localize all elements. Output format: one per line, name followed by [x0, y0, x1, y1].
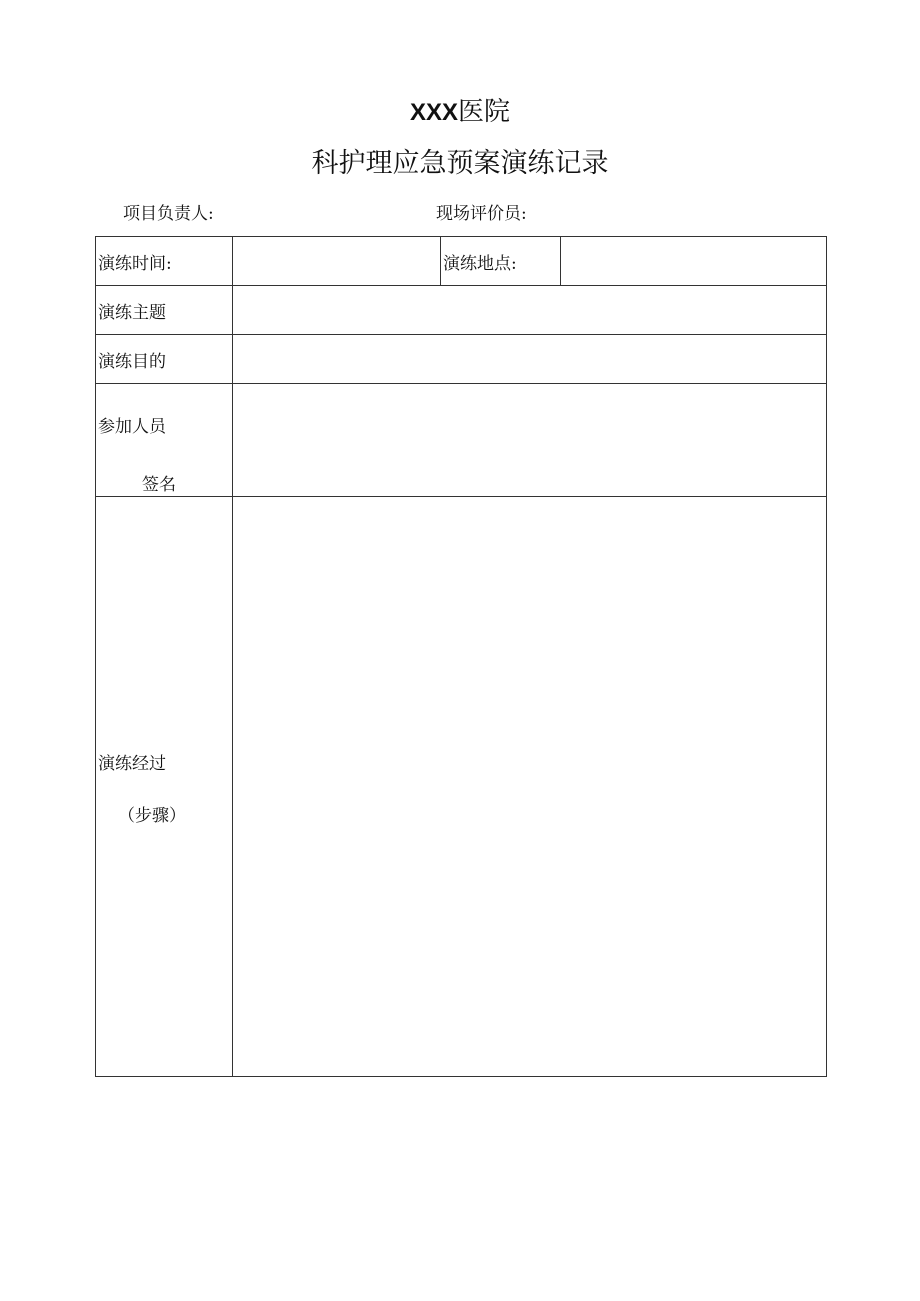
hospital-title — [0, 92, 920, 133]
drill-purpose-label: 演练目的 — [96, 335, 233, 384]
row-time-location — [96, 237, 827, 286]
evaluator-label: 现场评价员: — [436, 204, 527, 224]
drill-theme-field[interactable] — [233, 286, 827, 335]
process-label: 演练经过 — [98, 754, 166, 774]
row-purpose — [96, 335, 827, 384]
drill-theme-label: 演练主题 — [96, 286, 233, 335]
row-participants — [96, 384, 827, 497]
process-field[interactable] — [233, 497, 827, 1077]
drill-time-field[interactable] — [233, 237, 441, 286]
drill-record-table — [95, 236, 827, 1077]
project-lead-label: 项目负责人: — [123, 204, 214, 224]
hospital-suffix: 医院 — [458, 97, 511, 127]
form-title: 科护理应急预案演练记录 — [311, 148, 609, 179]
hospital-brand: XXX — [409, 99, 458, 126]
participants-label-cell — [96, 384, 233, 497]
row-theme — [96, 286, 827, 335]
drill-time-label: 演练时间: — [96, 237, 233, 286]
row-process — [96, 497, 827, 1077]
participants-signature-field[interactable] — [233, 384, 827, 497]
signature-label: 签名 — [142, 475, 176, 495]
drill-location-field[interactable] — [561, 237, 827, 286]
process-label-cell — [96, 497, 233, 1077]
process-steps-label: （步骤） — [118, 806, 186, 826]
drill-location-label: 演练地点: — [441, 237, 561, 286]
participants-label: 参加人员 — [98, 417, 166, 437]
drill-purpose-field[interactable] — [233, 335, 827, 384]
